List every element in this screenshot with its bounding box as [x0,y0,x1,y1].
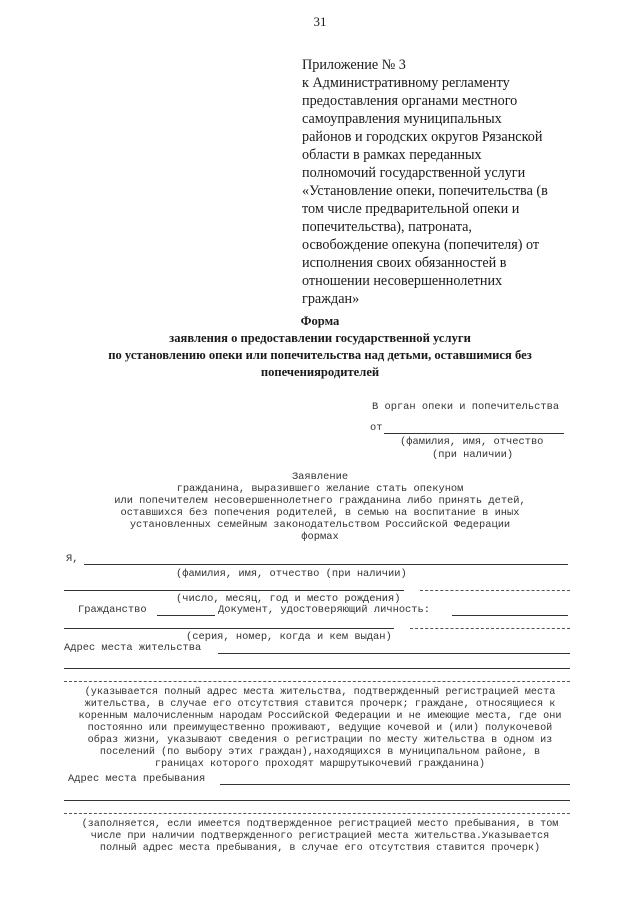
appendix-line: районов и городских округов Рязанской [302,129,543,145]
residence-note-line: жительства, в случае его отсутствия ставится прочерк; граждане, относящиеся к [84,699,556,710]
appendix-line: полномочий государственной услуги [302,165,526,181]
fio-hint: (фамилия, имя, отчество (при наличии) [176,568,407,580]
appendix-line: исполнения своих обязанностей в [302,255,507,271]
appendix-line: области в рамках переданных [302,147,482,163]
stay-label: Адрес места пребывания [68,773,206,785]
form-title-line: по установлению опеки или попечительства над детьми, оставшимися без [108,348,532,362]
appendix-line: самоуправления муниципальных [302,111,502,127]
residence-label: Адрес места жительства [64,642,202,654]
document-line [452,615,568,616]
addressee-hint: (при наличии) [432,449,514,461]
fio-line [84,564,568,565]
addressee-from-line [384,433,564,434]
appendix-line: попечительства), патроната, [302,219,472,235]
residence-line-2 [64,668,570,669]
birth-line-dashed [420,590,570,591]
appendix-line: предоставления органами местного [302,93,518,109]
appendix-line: том числе предварительной опеки и [302,201,520,217]
appendix-line: «Установление опеки, попечительства (в [302,183,548,199]
birth-line [64,590,404,591]
statement-line: установленных семейным законодательством Российской Федерации [129,519,511,531]
stay-note-line: (заполняется, если имеется подтвержденное регистрацией место пребывания, в том [81,819,559,830]
residence-note-line: поселений (по выбору этих граждан),находящихся в муниципальном районе, в [99,747,541,758]
residence-note-line: образ жизни, указывают сведения о регистрации по месту жительства в одном из [87,735,553,746]
document-line-2 [64,628,394,629]
page-number: 31 [313,14,327,29]
appendix-block [302,56,592,308]
appendix-line: граждан» [302,291,360,307]
document-line-2-dashed [410,628,570,629]
appendix-title: Приложение № 3 [302,57,406,73]
statement-line: гражданина, выразившего желание стать опекуном [176,483,464,495]
residence-note-line: постоянно или преимущественно проживают, ведущие кочевой и (или) полукочевой [87,723,553,734]
statement-heading: Заявление [291,471,349,483]
stay-line [220,784,570,785]
addressee-hint: (фамилия, имя, отчество [400,436,544,448]
citizenship-label: Гражданство [78,604,147,616]
birth-hint: (число, месяц, год и место рождения) [176,593,401,605]
stay-line-3 [64,813,570,814]
form-title-line: Форма [300,314,340,328]
document-label: Документ, удостоверяющий личность: [218,604,431,616]
form-title [60,313,580,381]
stay-note-line: полный адрес места пребывания, в случае его отсутствия ставится прочерк) [99,843,541,854]
residence-note-line: границах которого проходят маршрутыкочевий гражданина) [154,759,486,770]
residence-note-line: (указывается полный адрес места жительства, подтвержденный регистрацией места [84,687,556,698]
appendix-line: освобождение опекуна (попечителя) от [302,237,540,253]
appendix-line: к Административному регламенту [302,75,510,91]
stay-line-2 [64,800,570,801]
statement-line: или попечителем несовершеннолетнего гражданина либо принять детей, [114,495,526,507]
citizenship-line [157,615,215,616]
residence-line-3 [64,681,570,682]
statement-line: оставшихся без попечения родителей, в семью на воспитание в иных [120,507,520,519]
ya-label: Я, [66,553,79,565]
residence-note-line: коренным малочисленным народам Российской Федерации и не имеющие места, где они [78,711,562,722]
document-hint: (серия, номер, когда и кем выдан) [186,631,392,643]
form-title-line: заявления о предоставлении государственной услуги [169,331,471,345]
stay-note-line: числе при наличии подтвержденного регистрацией места жительства.Указывается [90,831,550,842]
statement-line: формах [301,531,339,543]
appendix-line: отношении несовершеннолетних [302,273,503,289]
form-title-line: попеченияродителей [260,365,380,379]
addressee-from-label: от [370,422,383,434]
residence-line [218,653,570,654]
addressee-to: В орган опеки и попечительства [372,401,560,413]
